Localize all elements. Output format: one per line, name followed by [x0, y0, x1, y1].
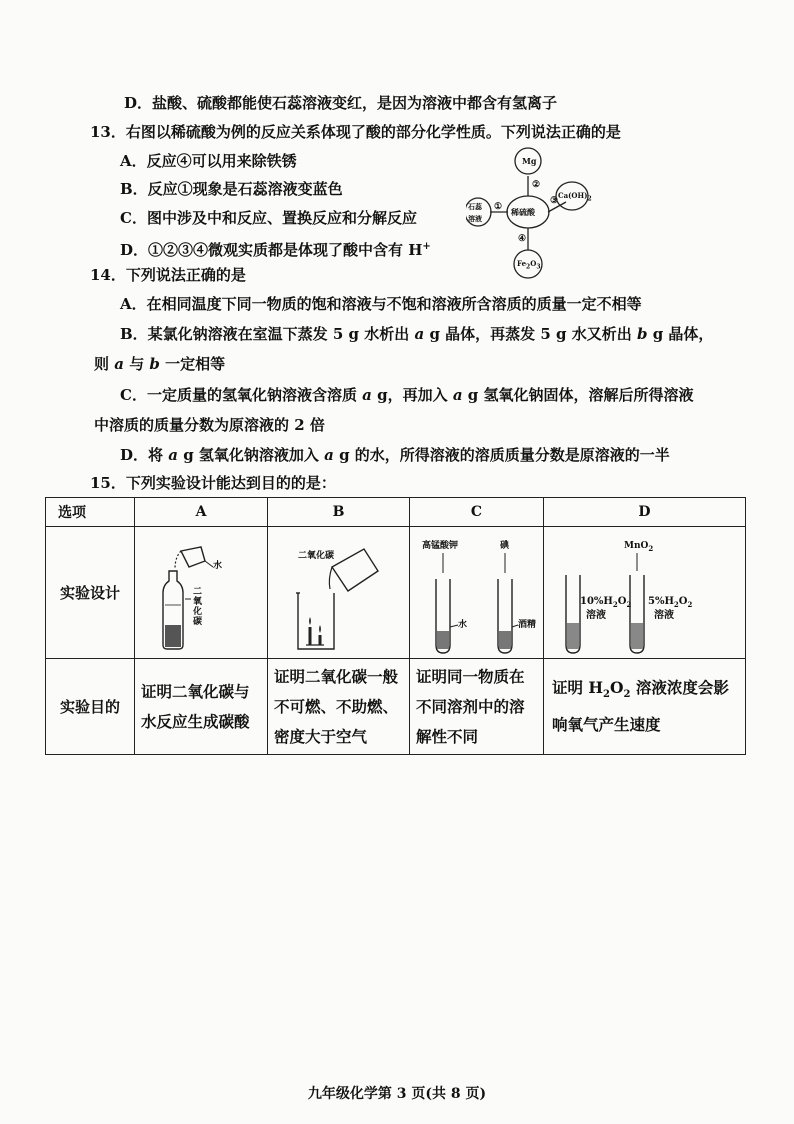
diagram-caoh2: $Ca(OH)_2$	[558, 191, 592, 203]
c-solute-label: 高锰酸钾	[422, 541, 459, 551]
design-b	[268, 527, 410, 659]
q13-option-a: A．反应④可以用来除铁锈	[120, 152, 297, 170]
diagram-center: 稀硫酸	[511, 207, 535, 217]
a-gas-label-4: 碳	[193, 617, 203, 627]
row-label-design: 实验设计	[46, 527, 135, 659]
table-header-row	[46, 498, 746, 527]
purpose-d: 证明 $H_2O_2$ 溶液浓度会影响氧气产生速度	[544, 659, 746, 755]
q13-stem: 13．右图以稀硫酸为例的反应关系体现了酸的部分化学性质。下列说法正确的是	[90, 123, 621, 141]
purpose-a: 证明二氧化碳与水反应生成碳酸	[135, 659, 268, 755]
q14-stem: 14．下列说法正确的是	[90, 266, 246, 284]
q14-option-b-line1: B．某氯化钠溶液在室温下蒸发 5 g 水析出 a g 晶体，再蒸发 5 g 水又析出 b g 晶体，	[120, 325, 714, 343]
q13-option-b: B．反应①现象是石蕊溶液变蓝色	[120, 180, 343, 198]
diagram-num-2: ②	[532, 180, 541, 190]
a-water-label: 水	[213, 561, 223, 571]
q14-option-a: A．在相同温度下同一物质的饱和溶液与不饱和溶液所含溶质的质量一定不相等	[120, 295, 642, 313]
purpose-b: 证明二氧化碳一般不可燃、不助燃、密度大于空气	[268, 659, 410, 755]
table-row-design	[46, 527, 746, 659]
design-a	[135, 527, 268, 659]
d-sol2-word: 溶液	[654, 610, 674, 621]
acid-reaction-diagram	[466, 146, 590, 280]
q14-option-c-line2: 中溶质的质量分数为原溶液的 2 倍	[94, 416, 325, 434]
header-c: C	[410, 498, 544, 527]
page-footer: 九年级化学第 3 页(共 8 页)	[307, 1086, 487, 1102]
q14-option-b-line2: 则 a 与 b 一定相等	[94, 355, 226, 373]
design-c	[410, 527, 544, 659]
q14-option-d: D．将 a g 氢氧化钠溶液加入 a g 的水，所得溶液的溶质质量分数是原溶液的一半	[120, 446, 670, 464]
q15-stem: 15．下列实验设计能达到目的的是：	[90, 474, 336, 492]
q12-option-d: D．盐酸、硫酸都能使石蕊溶液变红，是因为溶液中都含有氢离子	[124, 94, 558, 112]
design-d	[544, 527, 746, 659]
d-sol1-label: $10\%H_2O_2$	[580, 596, 632, 609]
a-gas-label-1: 二	[193, 587, 203, 597]
d-mno2-label: MnO$_2$	[624, 541, 654, 553]
c-alcohol-label: 酒精	[518, 620, 537, 630]
diagram-fe2o3: $Fe_2O_3$	[517, 259, 541, 271]
diagram-litmus-1: 石蕊	[468, 202, 482, 211]
row-label-purpose: 实验目的	[46, 659, 135, 755]
table-row-purpose	[46, 659, 746, 755]
header-a: A	[135, 498, 268, 527]
purpose-c: 证明同一物质在不同溶剂中的溶解性不同	[410, 659, 544, 755]
header-option: 选项	[46, 498, 135, 527]
header-b: B	[268, 498, 410, 527]
d-sol2-label: $5\%H_2O_2$	[648, 596, 693, 609]
q14-option-c-line1: C．一定质量的氢氧化钠溶液含溶质 a g，再加入 a g 氢氧化钠固体，溶解后所得溶液	[120, 386, 694, 404]
diagram-num-3: ③	[550, 196, 559, 206]
diagram-mg: Mg	[522, 156, 537, 166]
a-gas-label-2: 氧	[193, 597, 203, 607]
header-d: D	[544, 498, 746, 527]
experiment-table	[45, 497, 746, 755]
diagram-num-1: ①	[494, 202, 503, 212]
c-solute2-label: 碘	[500, 541, 510, 551]
q13-option-d: D．①②③④微观实质都是体现了酸中含有 H+	[120, 241, 431, 259]
q13-option-c: C．图中涉及中和反应、置换反应和分解反应	[120, 209, 417, 227]
c-water-label: 水	[458, 620, 468, 630]
a-gas-label-3: 化	[193, 607, 203, 617]
diagram-litmus-2: 溶液	[468, 214, 482, 223]
d-sol1-word: 溶液	[586, 610, 606, 621]
diagram-num-4: ④	[518, 234, 527, 244]
beaker-illustration	[268, 527, 410, 658]
b-co2-label: 二氧化碳	[298, 551, 335, 561]
